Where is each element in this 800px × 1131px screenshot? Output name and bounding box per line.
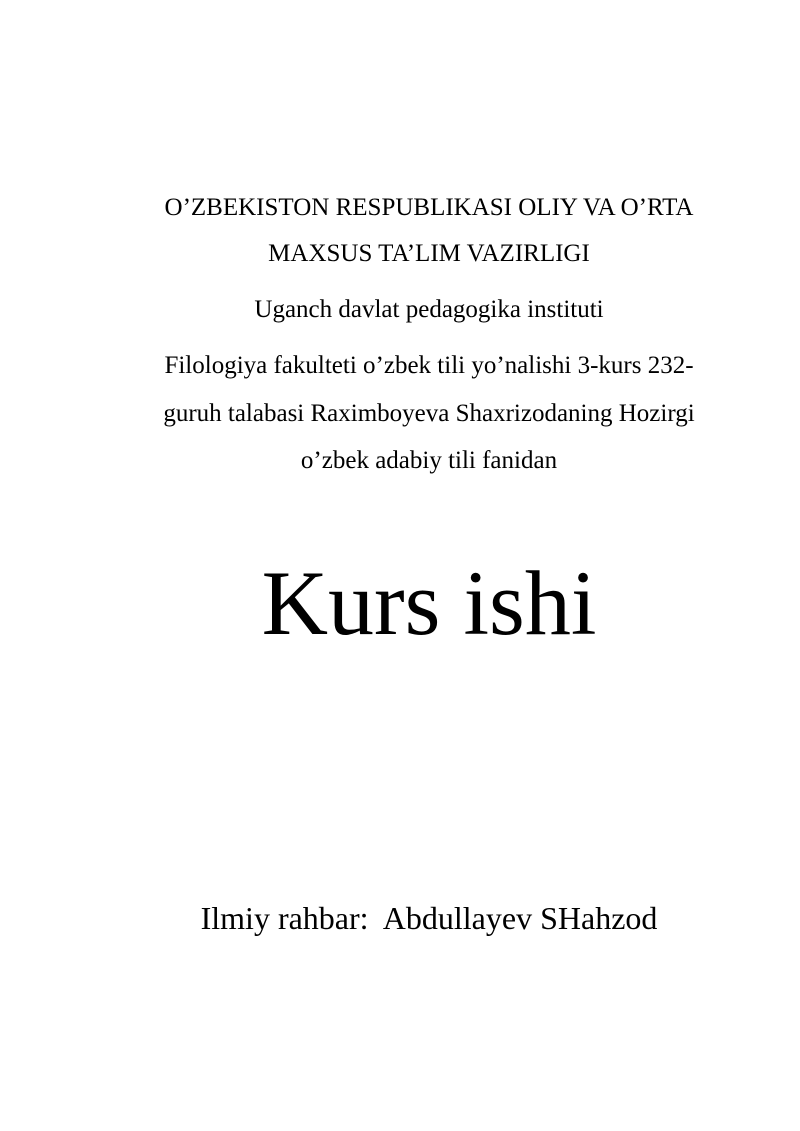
document-title: Kurs ishi — [261, 552, 597, 654]
ministry-line-1: O’ZBEKISTON RESPUBLIKASI OLIY VA O’RTA — [164, 194, 694, 221]
supervisor-line: Ilmiy rahbar: Abdullayev SHahzod — [200, 900, 658, 936]
student-info-line-1: Filologiya fakulteti o’zbek tili yo’nalishi 3-kurs 232- — [164, 352, 694, 379]
student-info-line-2: guruh talabasi Raximboyeva Shaxrizodaning Hozirgi — [163, 400, 695, 427]
student-info-line-3: o’zbek adabiy tili fanidan — [300, 447, 558, 474]
institute-name: Uganch davlat pedagogika instituti — [254, 296, 604, 323]
ministry-line-2: MAXSUS TA’LIM VAZIRLIGI — [268, 240, 590, 267]
